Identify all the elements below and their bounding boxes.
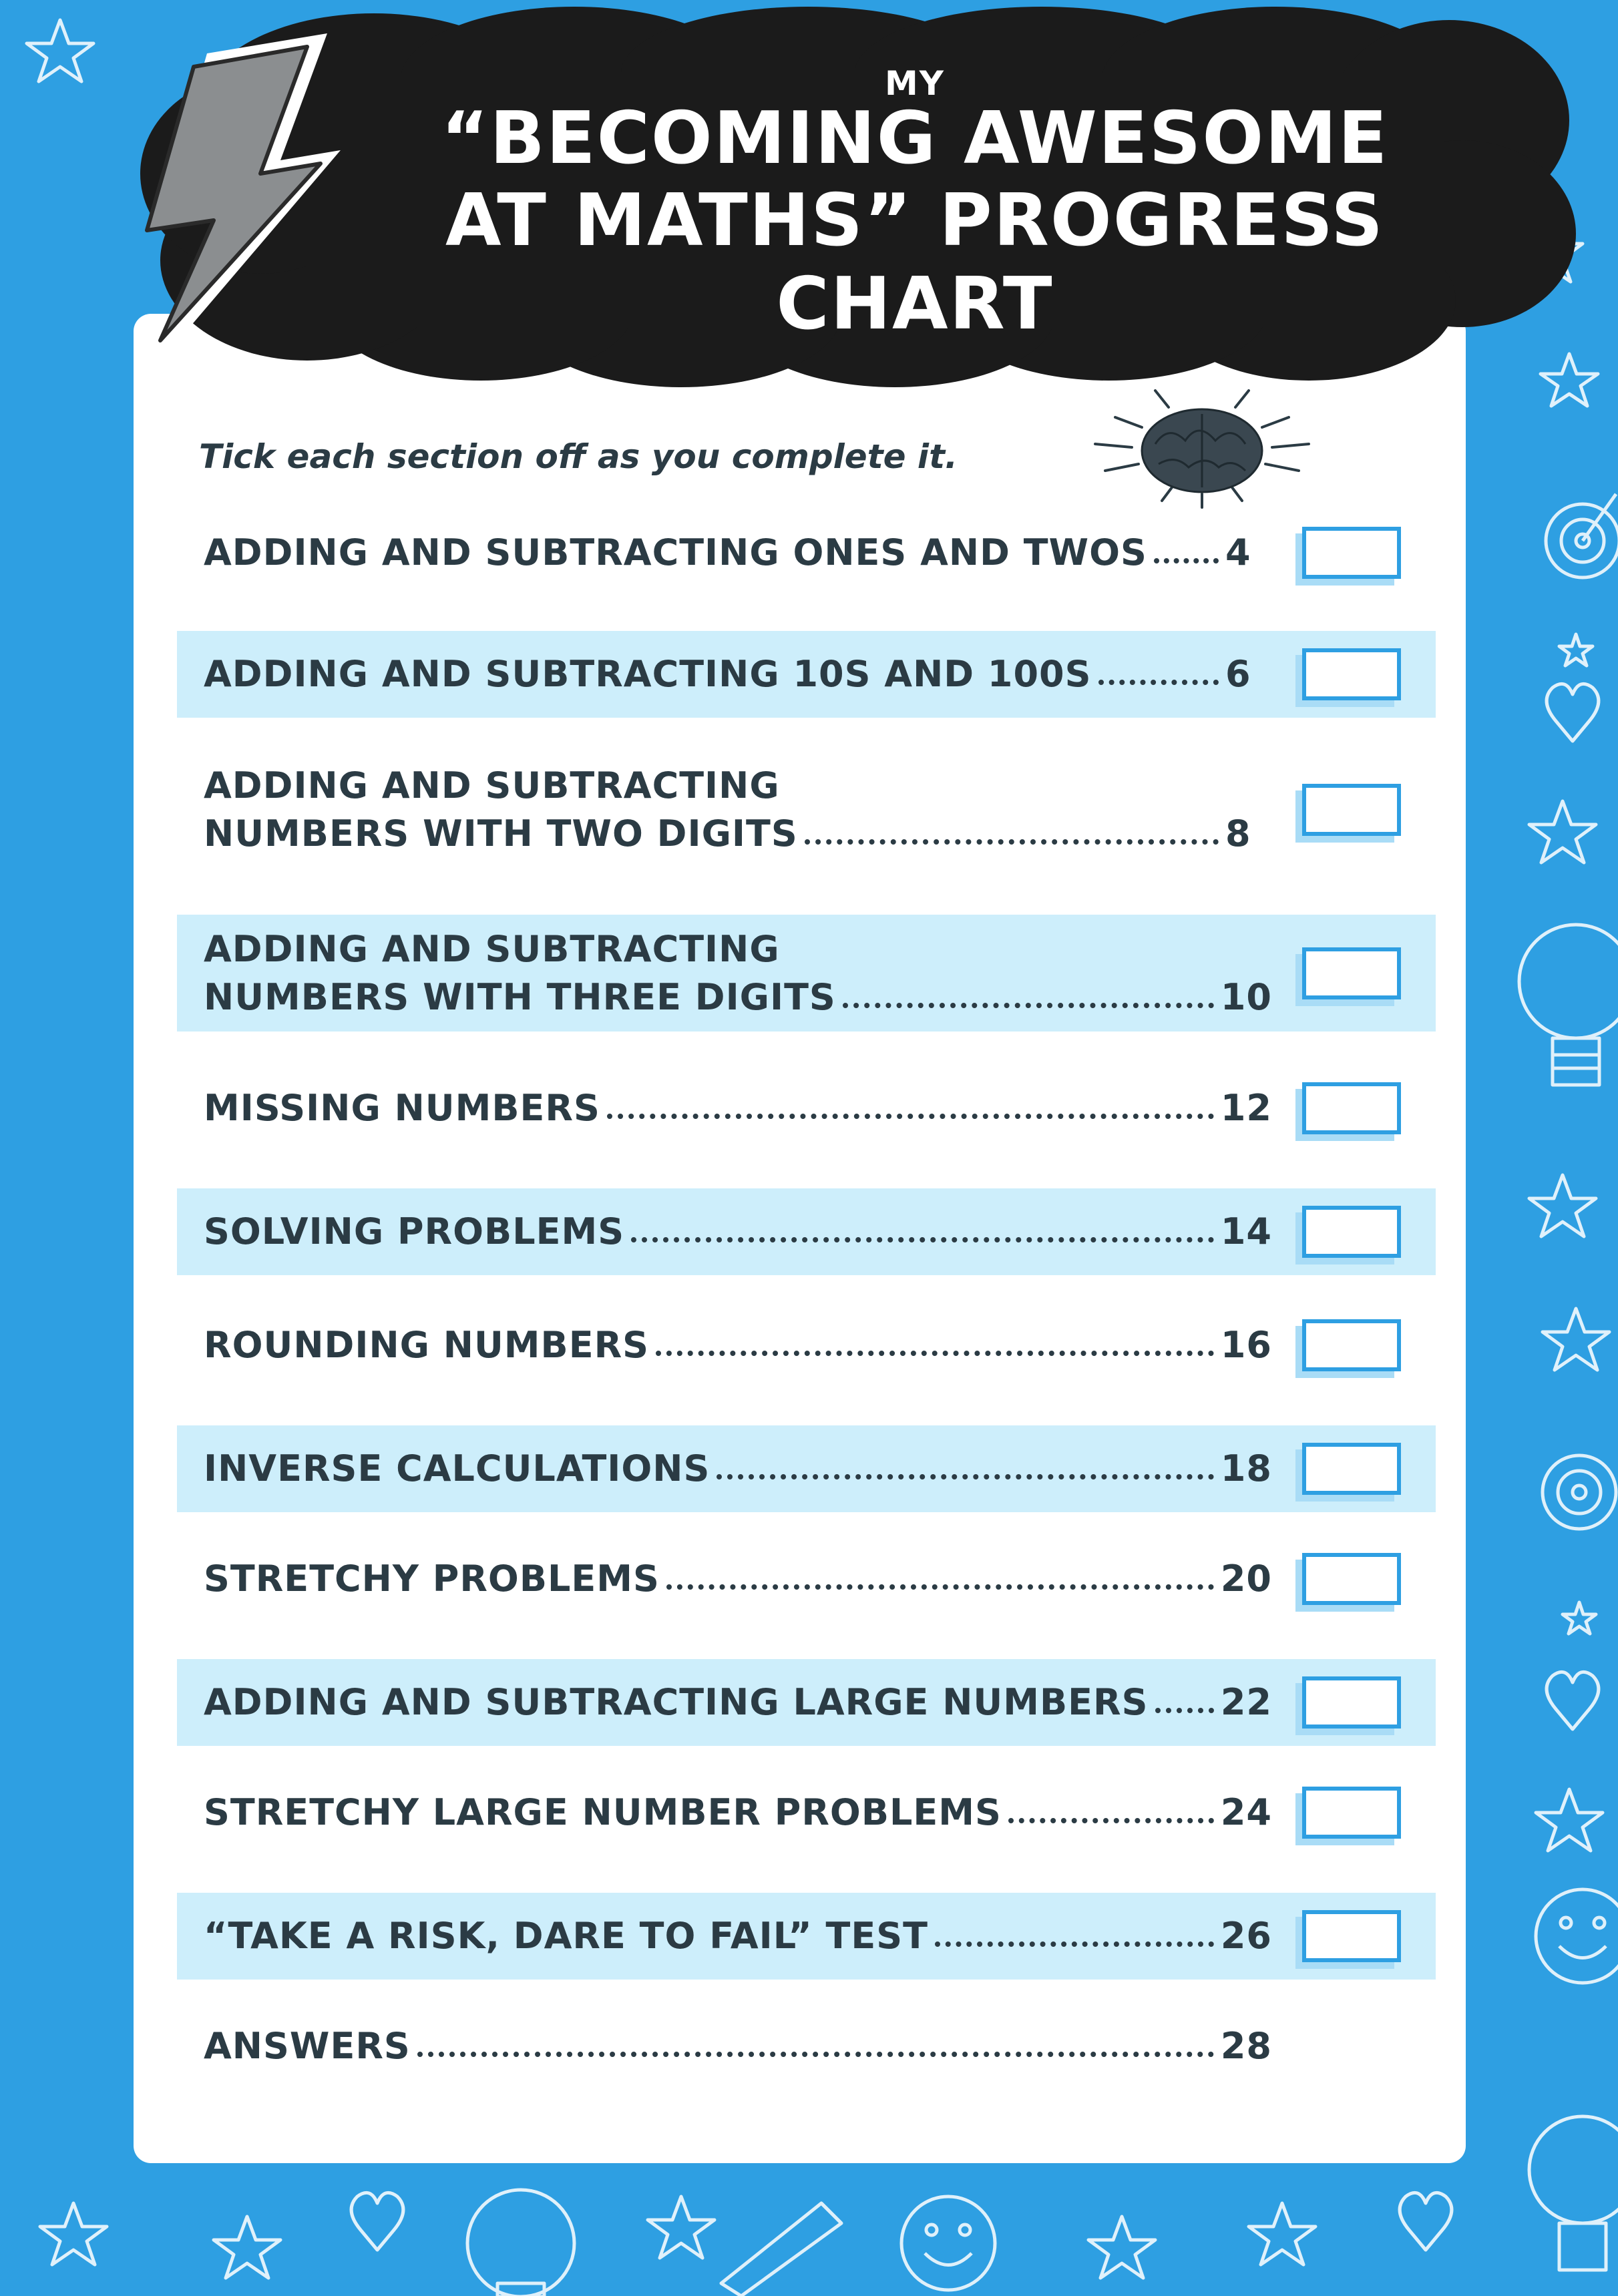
dot-leader <box>935 1941 1214 1947</box>
lightbulb-icon <box>1529 2116 1618 2270</box>
section-title: SOLVING PROBLEMS <box>204 1210 625 1252</box>
progress-row <box>177 1776 1436 1849</box>
dot-leader <box>417 2052 1214 2057</box>
section-entry <box>204 529 1272 577</box>
tick-checkbox[interactable] <box>1302 947 1401 999</box>
star-icon <box>1529 801 1596 863</box>
star-icon <box>648 2197 715 2258</box>
section-entry <box>204 2022 1272 2070</box>
star-icon <box>1559 634 1593 666</box>
progress-row <box>177 1188 1436 1275</box>
brain-icon <box>1075 377 1329 517</box>
section-title: ROUNDING NUMBERS <box>204 1324 650 1366</box>
star-icon <box>1249 2203 1316 2265</box>
heart-icon <box>1547 1672 1599 1729</box>
section-title-line1: ADDING AND SUBTRACTING <box>204 928 780 970</box>
progress-row <box>177 1893 1436 1980</box>
tick-checkbox[interactable] <box>1302 648 1401 700</box>
section-entry <box>204 1208 1272 1256</box>
tick-checkbox[interactable] <box>1302 1553 1401 1605</box>
section-title: INVERSE CALCULATIONS <box>204 1447 711 1489</box>
star-icon <box>1536 1789 1603 1851</box>
section-title: ADDING AND SUBTRACTING ONES AND TWOS <box>204 531 1147 573</box>
dot-leader <box>1098 680 1219 685</box>
lightbulb-icon <box>467 2190 574 2296</box>
progress-row <box>177 517 1436 588</box>
dot-leader <box>607 1114 1214 1119</box>
pencil-icon <box>721 2203 841 2296</box>
progress-row <box>177 1309 1436 1382</box>
target-icon <box>1546 494 1618 578</box>
star-icon <box>214 2217 280 2278</box>
dot-leader <box>1154 558 1219 563</box>
star-icon <box>1543 1309 1609 1370</box>
page-number: 4 <box>1225 531 1251 573</box>
dot-leader <box>666 1584 1214 1590</box>
tick-checkbox[interactable] <box>1302 1676 1401 1729</box>
tick-checkbox[interactable] <box>1302 1319 1401 1371</box>
page-number: 18 <box>1220 1447 1272 1489</box>
section-entry <box>204 650 1272 698</box>
section-title: “TAKE A RISK, DARE TO FAIL” TEST <box>204 1915 928 1957</box>
heart-icon <box>1547 684 1599 741</box>
instruction-text: Tick each section off as you complete it. <box>199 437 958 476</box>
progress-row <box>177 1072 1436 1145</box>
section-entry <box>204 1084 1272 1132</box>
section-entry <box>204 925 1272 1021</box>
heart-icon <box>1400 2193 1452 2250</box>
page-number: 26 <box>1220 1915 1272 1957</box>
section-title-line1: ADDING AND SUBTRACTING <box>204 764 780 807</box>
section-entry <box>204 1555 1272 1603</box>
page-number: 14 <box>1220 1210 1272 1252</box>
dot-leader <box>1008 1818 1214 1823</box>
section-entry <box>204 1445 1272 1493</box>
tick-checkbox[interactable] <box>1302 1910 1401 1962</box>
dot-leader <box>1155 1708 1214 1713</box>
tick-checkbox[interactable] <box>1302 527 1401 579</box>
star-icon <box>40 2203 107 2265</box>
star-icon <box>1088 2217 1155 2278</box>
dot-leader <box>656 1351 1214 1356</box>
page-number: 24 <box>1220 1791 1272 1833</box>
section-entry <box>204 1678 1272 1727</box>
dot-leader <box>805 839 1219 845</box>
tick-checkbox[interactable] <box>1302 1082 1401 1134</box>
star-icon <box>1529 1175 1596 1236</box>
section-title: STRETCHY PROBLEMS <box>204 1558 660 1600</box>
page-number: 20 <box>1220 1558 1272 1600</box>
page-number: 12 <box>1220 1087 1272 1129</box>
page-number: 6 <box>1225 653 1251 695</box>
tick-checkbox[interactable] <box>1302 1206 1401 1258</box>
smiley-icon <box>1536 1889 1618 1983</box>
title-line-2: AT MATHS” PROGRESS CHART <box>445 179 1384 346</box>
smiley-icon <box>901 2197 995 2290</box>
section-title: ANSWERS <box>204 2025 411 2067</box>
section-entry <box>204 1912 1272 1960</box>
dot-leader <box>717 1474 1213 1479</box>
section-title: MISSING NUMBERS <box>204 1087 600 1129</box>
title-line-1: “BECOMING AWESOME <box>441 97 1389 180</box>
section-entry <box>204 1789 1272 1837</box>
heart-icon <box>351 2193 403 2250</box>
page-number: 8 <box>1225 813 1251 855</box>
section-title: STRETCHY LARGE NUMBER PROBLEMS <box>204 1791 1002 1833</box>
progress-row <box>177 631 1436 718</box>
dot-leader <box>843 1003 1214 1008</box>
star-icon <box>1563 1602 1596 1634</box>
progress-row <box>177 915 1436 1031</box>
section-title: NUMBERS WITH THREE DIGITS <box>204 976 836 1018</box>
page-number: 10 <box>1220 976 1272 1018</box>
section-entry <box>204 1321 1272 1369</box>
section-title: ADDING AND SUBTRACTING 10S AND 100S <box>204 653 1092 695</box>
progress-row <box>177 1659 1436 1746</box>
tick-checkbox[interactable] <box>1302 1443 1401 1495</box>
section-entry <box>204 762 1272 858</box>
tick-checkbox[interactable] <box>1302 784 1401 836</box>
page-number: 28 <box>1220 2025 1272 2067</box>
dot-leader <box>631 1237 1214 1242</box>
lightbulb-icon <box>1519 925 1618 1085</box>
progress-row <box>177 2010 1436 2083</box>
target-icon <box>1543 1455 1616 1529</box>
title-my: MY <box>885 64 945 103</box>
section-title: ADDING AND SUBTRACTING LARGE NUMBERS <box>204 1681 1149 1723</box>
page-number: 16 <box>1220 1324 1272 1366</box>
progress-row <box>177 1425 1436 1512</box>
section-title: NUMBERS WITH TWO DIGITS <box>204 813 798 855</box>
page-number: 22 <box>1220 1681 1272 1723</box>
tick-checkbox[interactable] <box>1302 1787 1401 1839</box>
progress-row <box>177 751 1436 868</box>
progress-row <box>177 1542 1436 1616</box>
star-icon <box>27 20 93 81</box>
